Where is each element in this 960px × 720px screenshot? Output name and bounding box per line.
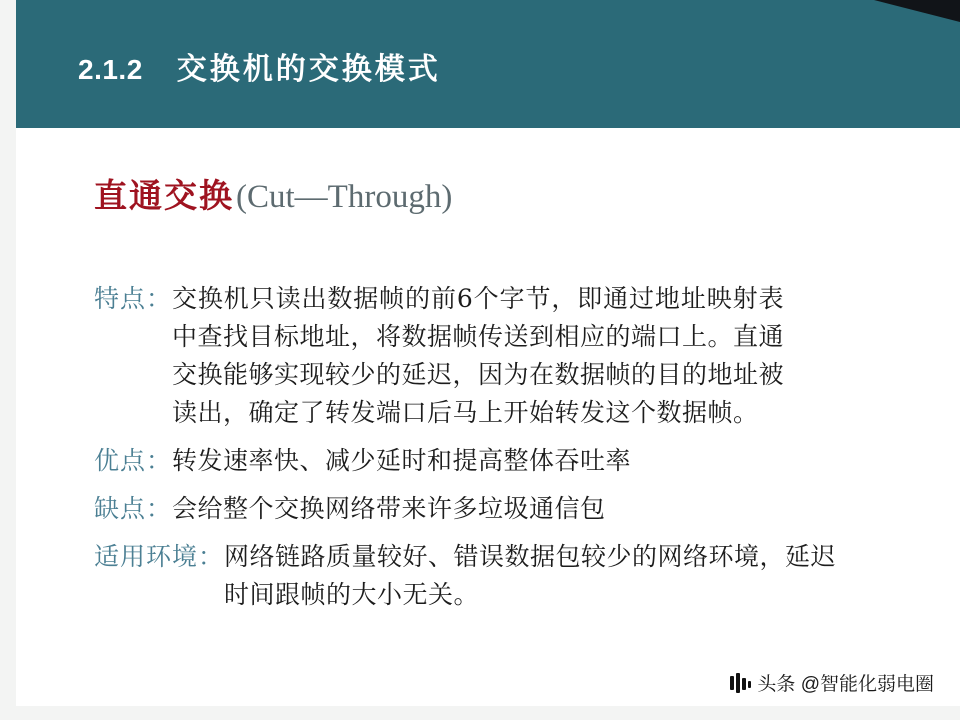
list-item bbox=[94, 442, 894, 480]
toutiao-logo-icon bbox=[730, 673, 750, 693]
watermark-text: 头条 @智能化弱电圈 bbox=[757, 674, 934, 695]
list-item bbox=[94, 280, 894, 432]
left-margin-strip bbox=[0, 0, 16, 720]
list-item bbox=[94, 538, 894, 614]
slide-header-content bbox=[16, 44, 960, 88]
bottom-margin-strip bbox=[0, 706, 960, 720]
mode-heading bbox=[94, 170, 452, 217]
list-item-text-advantage: 转发速率快、减少延时和提高整体吞吐率 bbox=[172, 446, 632, 475]
mode-heading-en: (Cut—Through) bbox=[236, 179, 453, 215]
list-item-label-advantage: 优点： bbox=[94, 446, 173, 475]
page-title: 交换机的交换模式 bbox=[176, 53, 441, 86]
list-item-label-environment: 适用环境： bbox=[94, 542, 225, 571]
list-item-text-environment: 网络链路质量较好、错误数据包较少的网络环境，延迟时间跟帧的大小无关。 bbox=[224, 542, 837, 609]
list-item-label-feature: 特点： bbox=[94, 284, 173, 313]
slide-body bbox=[16, 128, 960, 706]
slide-header-band bbox=[16, 0, 960, 128]
watermark bbox=[730, 669, 934, 696]
corner-decoration bbox=[874, 0, 960, 22]
list-item-text-disadvantage: 会给整个交换网络带来许多垃圾通信包 bbox=[172, 494, 606, 523]
mode-heading-cn: 直通交换 bbox=[94, 176, 234, 215]
list-item-label-disadvantage: 缺点： bbox=[94, 494, 173, 523]
list-item bbox=[94, 490, 894, 528]
detail-list bbox=[94, 280, 894, 624]
section-number: 2.1.2 bbox=[78, 54, 143, 85]
list-item-text-feature: 交换机只读出数据帧的前6个字节，即通过地址映射表中查找目标地址，将数据帧传送到相应的端口上。直通交换能够实现较少的延迟，因为在数据帧的目的地址被读出，确定了转发端口后马上开始转发这个数据帧。 bbox=[172, 284, 785, 427]
